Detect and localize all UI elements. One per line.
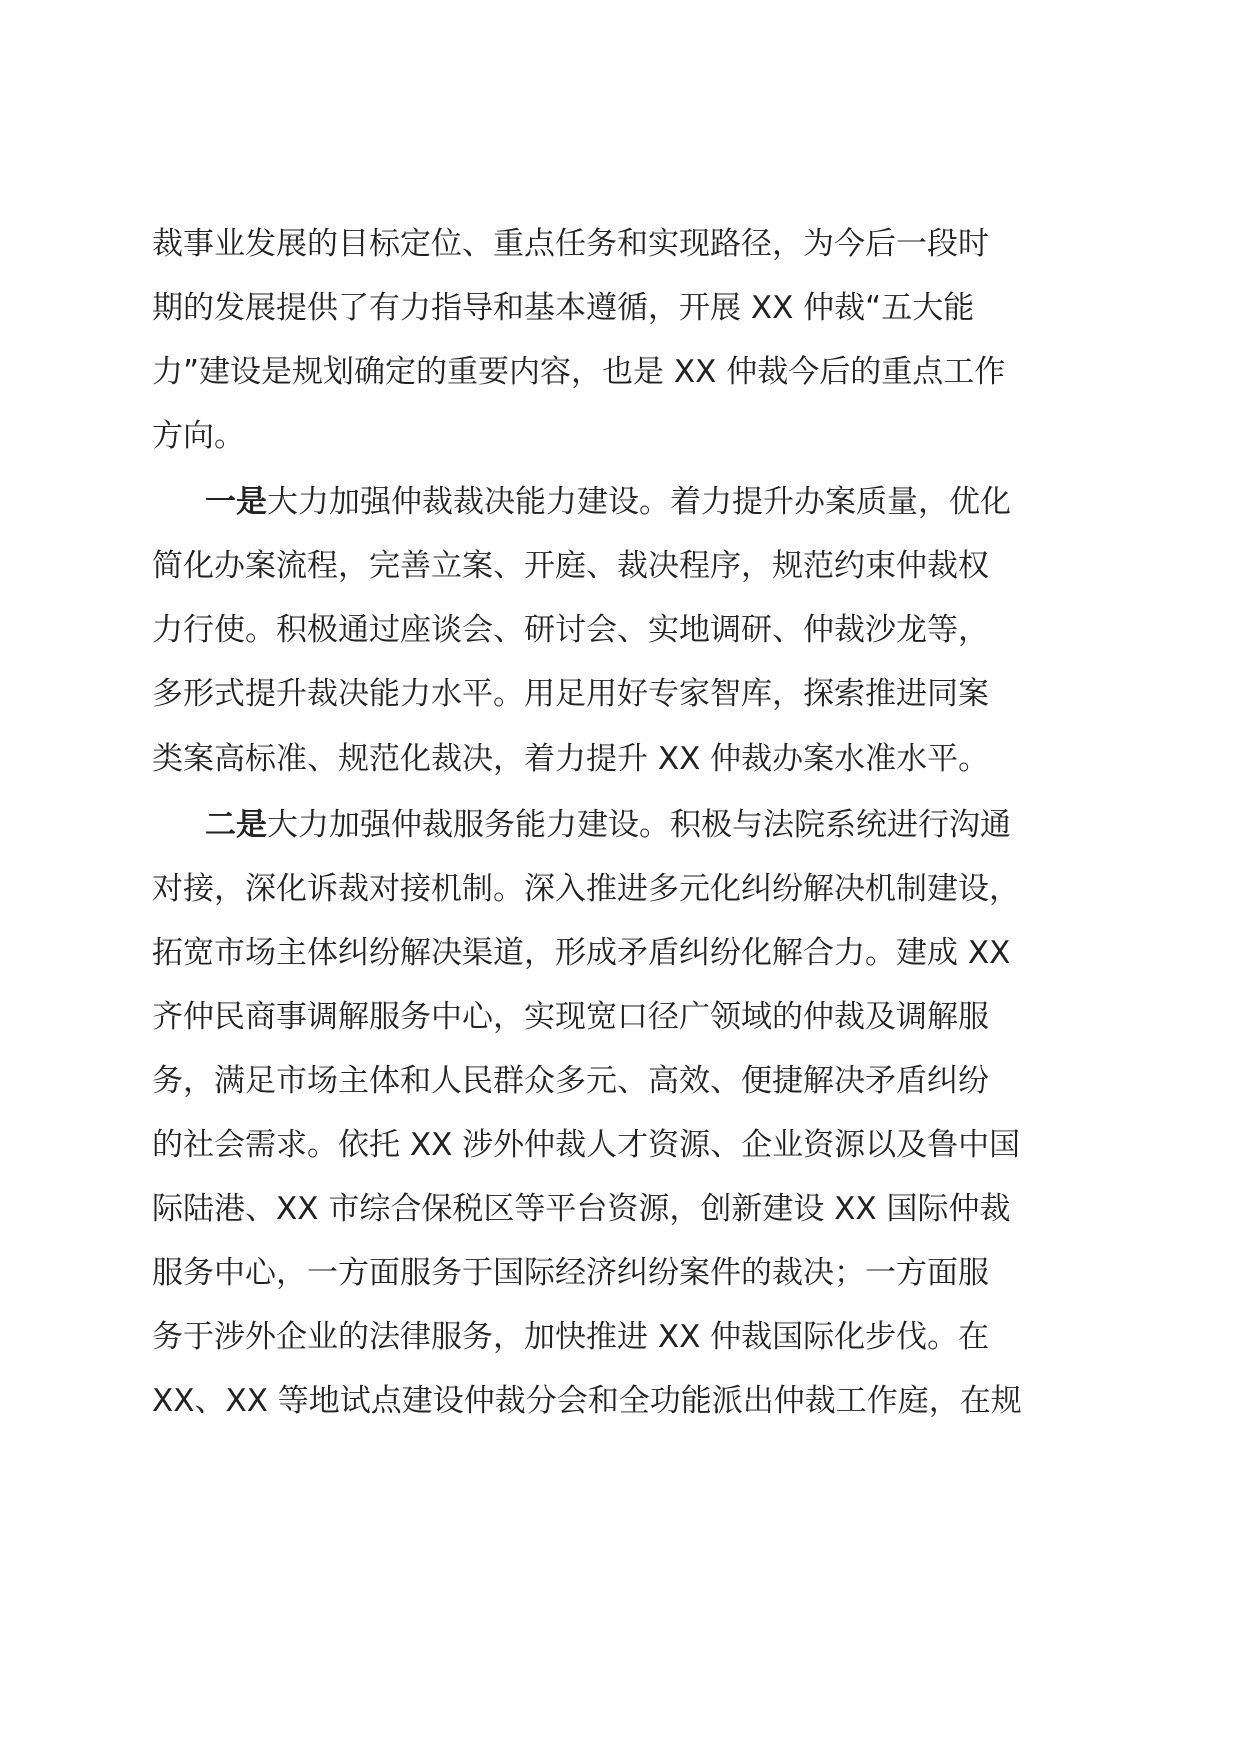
p2-line-5: 务，满足市场主体和人民群众多元、高效、便捷解决矛盾纠纷 [152,1063,989,1099]
p1-lead: 一是 [205,484,267,520]
p2-first-line [205,805,1011,845]
intro-line-1: 裁事业发展的目标定位、重点任务和实现路径，为今后一段时 [152,226,989,262]
p2-lead: 二是 [205,807,267,843]
p2-line-4: 齐仲民商事调解服务中心，实现宽口径广领域的仲裁及调解服 [152,999,989,1035]
p2-line-6: 的社会需求。依托 XX 涉外仲裁人才资源、企业资源以及鲁中国 [152,1127,1021,1163]
p2-line-3: 拓宽市场主体纠纷解决渠道，形成矛盾纠纷化解合力。建成 XX [152,935,1011,971]
p2-line-8: 服务中心，一方面服务于国际经济纠纷案件的裁决；一方面服 [152,1255,989,1291]
p1-line-4: 多形式提升裁决能力水平。用足用好专家智库，探索推进同案 [152,676,989,712]
p2-line-7: 际陆港、XX 市综合保税区等平台资源，创新建设 XX 国际仲裁 [152,1191,1011,1227]
intro-line-2: 期的发展提供了有力指导和基本遵循，开展 XX 仲裁“五大能 [152,290,975,326]
p2-line-9: 务于涉外企业的法律服务，加快推进 XX 仲裁国际化步伐。在 [152,1319,990,1355]
p1-first-rest: 大力加强仲裁裁决能力建设。着力提升办案质量，优化 [267,484,1011,520]
p1-line-3: 力行使。积极通过座谈会、研讨会、实地调研、仲裁沙龙等， [152,612,989,648]
p1-first-line [205,482,1011,522]
p2-line-2: 对接，深化诉裁对接机制。深入推进多元化纠纷解决机制建设， [152,871,1020,907]
p2-first-rest: 大力加强仲裁服务能力建设。积极与法院系统进行沟通 [267,807,1011,843]
p2-line-10: XX、XX 等地试点建设仲裁分会和全功能派出仲裁工作庭，在规 [152,1383,1022,1419]
p1-line-2: 简化办案流程，完善立案、开庭、裁决程序，规范约束仲裁权 [152,548,989,584]
p1-line-5: 类案高标准、规范化裁决，着力提升 XX 仲裁办案水准水平。 [152,741,990,777]
intro-line-4: 方向。 [152,418,245,454]
intro-line-3: 力”建设是规划确定的重要内容，也是 XX 仲裁今后的重点工作 [152,354,1006,390]
